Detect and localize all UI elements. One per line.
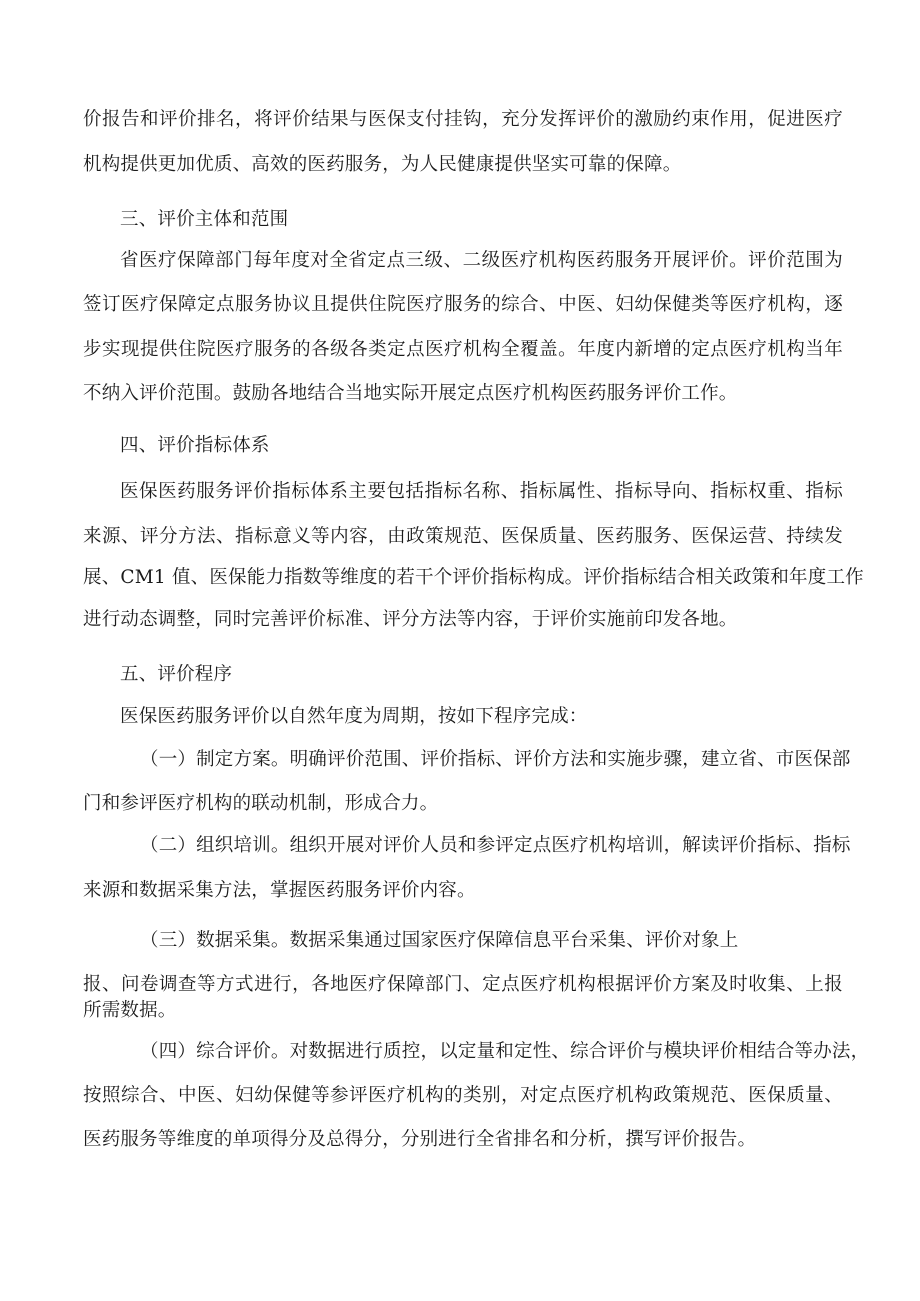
paragraph-line: （三）数据采集。数据采集通过国家医疗保障信息平台采集、评价对象上 — [140, 930, 739, 951]
paragraph-line: 来源、评分方法、指标意义等内容，由政策规范、医保质量、医药服务、医保运营、持续发 — [83, 526, 843, 547]
section-heading: 三、评价主体和范围 — [120, 209, 289, 230]
section-heading: 五、评价程序 — [120, 664, 233, 685]
paragraph-line: 医保医药服务评价以自然年度为周期，按如下程序完成： — [120, 706, 588, 727]
paragraph-line: 展、CM1 值、医保能力指数等维度的若干个评价指标构成。评价指标结合相关政策和年度工作 — [83, 567, 864, 588]
paragraph-line: 不纳入评价范围。鼓励各地结合当地实际开展定点医疗机构医药服务评价工作。 — [83, 383, 738, 404]
paragraph-line: 按照综合、中医、妇幼保健等参评医疗机构的类别，对定点医疗机构政策规范、医保质量、 — [83, 1085, 843, 1106]
paragraph-line: 价报告和评价排名，将评价结果与医保支付挂钩，充分发挥评价的激励约束作用，促进医疗 — [83, 109, 843, 130]
paragraph-line: （四）综合评价。对数据进行质控，以定量和定性、综合评价与模块评价相结合等办法， — [140, 1041, 870, 1062]
paragraph-line: 步实现提供住院医疗服务的各级各类定点医疗机构全覆盖。年度内新增的定点医疗机构当年 — [83, 339, 843, 360]
paragraph-line: 门和参评医疗机构的联动机制，形成合力。 — [83, 793, 439, 814]
paragraph-line: 所需数据。 — [83, 1000, 177, 1021]
paragraph-line: 医药服务等维度的单项得分及总得分，分别进行全省排名和分析，撰写评价报告。 — [83, 1129, 757, 1150]
paragraph-line: 医保医药服务评价指标体系主要包括指标名称、指标属性、指标导向、指标权重、指标 — [120, 481, 843, 502]
paragraph-line: 签订医疗保障定点服务协议且提供住院医疗服务的综合、中医、妇幼保健类等医疗机构，逐 — [83, 294, 843, 315]
paragraph-line: 来源和数据采集方法，掌握医药服务评价内容。 — [83, 880, 476, 901]
paragraph-line: 进行动态调整，同时完善评价标准、评分方法等内容，于评价实施前印发各地。 — [83, 609, 738, 630]
paragraph-line: （二）组织培训。组织开展对评价人员和参评定点医疗机构培训，解读评价指标、指标 — [140, 835, 851, 856]
paragraph-line: 报、问卷调查等方式进行，各地医疗保障部门、定点医疗机构根据评价方案及时收集、上报 — [83, 974, 843, 995]
section-heading: 四、评价指标体系 — [120, 435, 270, 456]
paragraph-line: 机构提供更加优质、高效的医药服务，为人民健康提供坚实可靠的保障。 — [83, 154, 682, 175]
paragraph-line: （一）制定方案。明确评价范围、评价指标、评价方法和实施步骤，建立省、市医保部 — [140, 749, 851, 770]
paragraph-line: 省医疗保障部门每年度对全省定点三级、二级医疗机构医药服务开展评价。评价范围为 — [120, 250, 843, 271]
